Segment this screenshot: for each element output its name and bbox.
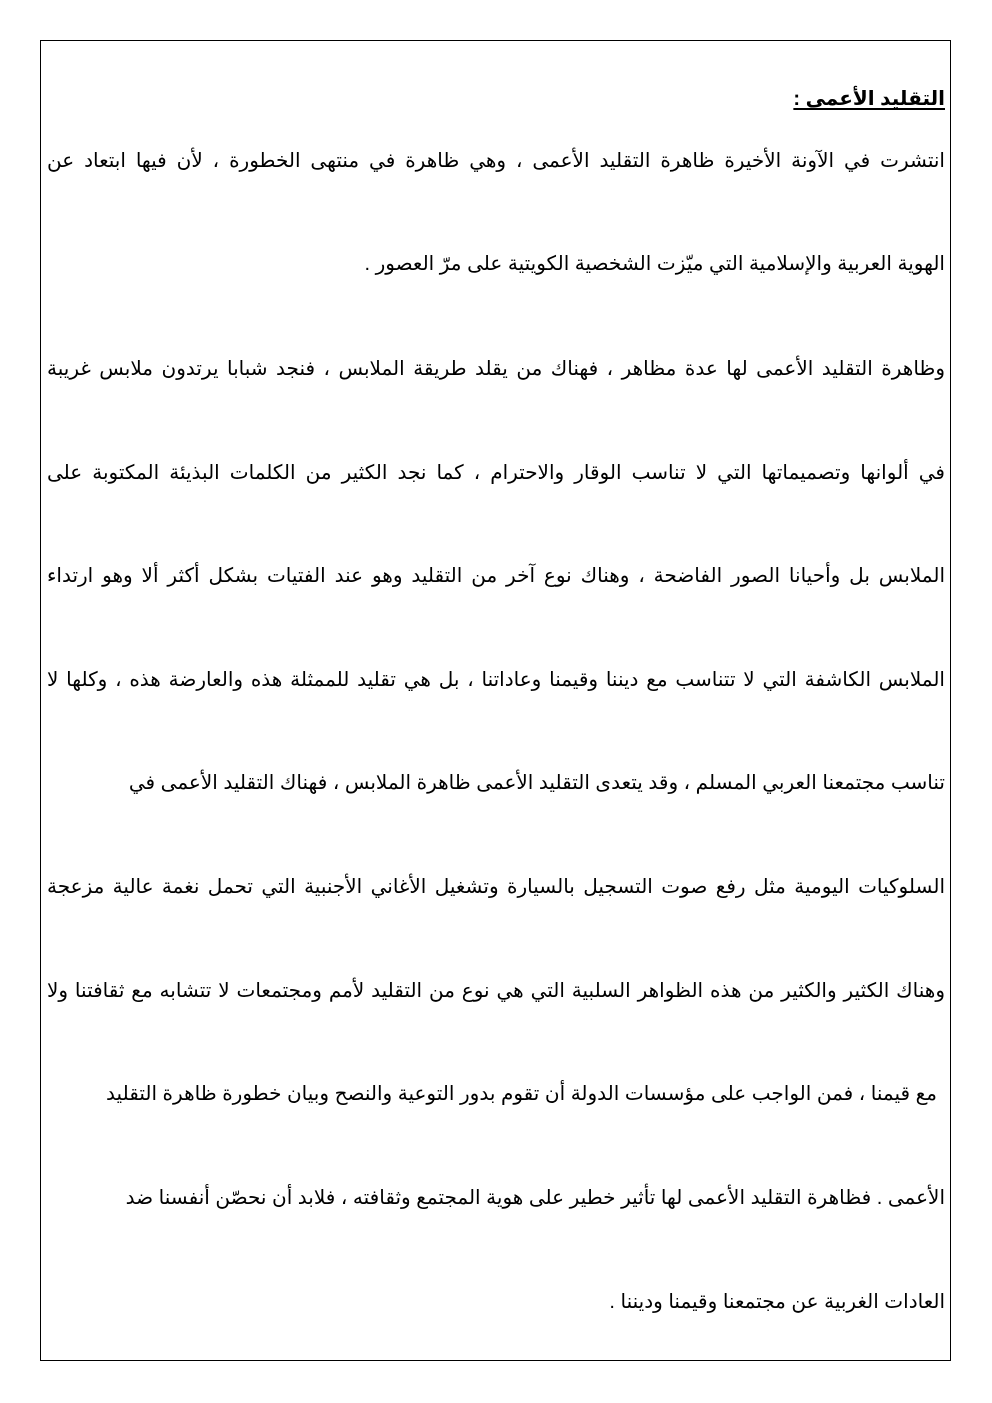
paragraph-line-2: الهوية العربية والإسلامية التي ميّزت الشخصية الكويتية على مرّ العصور .: [364, 253, 945, 275]
paragraph-line-6: الملابس الكاشفة التي لا تتناسب مع ديننا وقيمنا وعاداتنا ، بل هي تقليد للممثلة هذه والعارضة هذه ، وكلها لا: [47, 669, 945, 691]
paragraph-line-1: انتشرت في الآونة الأخيرة ظاهرة التقليد الأعمى ، وهي ظاهرة في منتهى الخطورة ، لأن فيها ابتعاد عن: [47, 150, 945, 172]
paragraph-line-9: وهناك الكثير والكثير من هذه الظواهر السلبية التي هي نوع من التقليد لأمم ومجتمعات لا تتشابه مع ثقافتنا ولا: [47, 980, 945, 1002]
page-border: [40, 40, 951, 1361]
paragraph-line-10: مع قيمنا ، فمن الواجب على مؤسسات الدولة أن تقوم بدور التوعية والنصح وبيان خطورة ظاهرة التقليد: [106, 1083, 937, 1105]
paragraph-line-11: الأعمى . فظاهرة التقليد الأعمى لها تأثير خطير على هوية المجتمع وثقافته ، فلابد أن نحصّن أنفسنا ضد: [125, 1187, 945, 1209]
paragraph-line-5: الملابس بل وأحيانا الصور الفاضحة ، وهناك نوع آخر من التقليد وهو عند الفتيات بشكل أكثر ألا وهو ارتداء: [47, 565, 945, 587]
paragraph-line-7: تناسب مجتمعنا العربي المسلم ، وقد يتعدى التقليد الأعمى ظاهرة الملابس ، فهناك التقليد الأعمى في: [128, 772, 945, 794]
paragraph-line-12: العادات الغربية عن مجتمعنا وقيمنا وديننا .: [609, 1291, 945, 1313]
document-title: التقليد الأعمى :: [793, 88, 945, 110]
paragraph-line-4: في ألوانها وتصميماتها التي لا تناسب الوقار والاحترام ، كما نجد الكثير من الكلمات البذيئة المكتوبة على: [47, 462, 945, 484]
paragraph-line-8: السلوكيات اليومية مثل رفع صوت التسجيل بالسيارة وتشغيل الأغاني الأجنبية التي تحمل نغمة عالية مزعجة: [47, 876, 945, 898]
paragraph-line-3: وظاهرة التقليد الأعمى لها عدة مظاهر ، فهناك من يقلد طريقة الملابس ، فنجد شبابا يرتدون ملابس غريبة: [47, 358, 945, 380]
